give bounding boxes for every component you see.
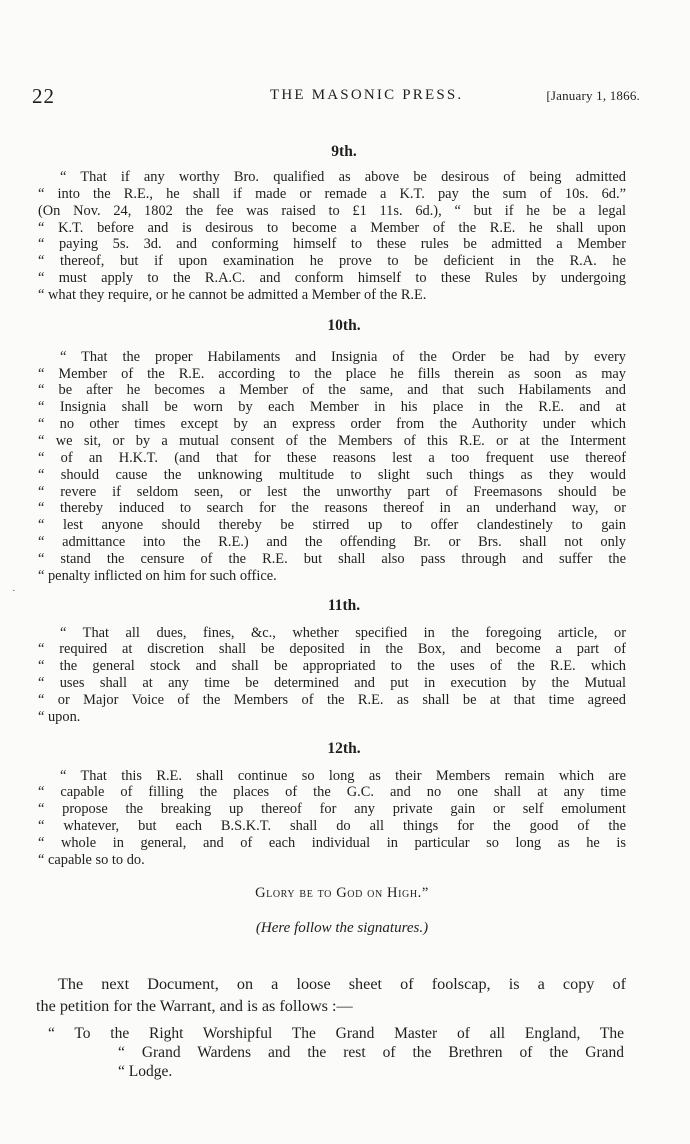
text-line: “ we sit, or by a mutual consent of the Members of this R.E. or at the Interment	[38, 432, 626, 449]
text-line: the petition for the Warrant, and is as follows :—	[36, 997, 353, 1016]
text-line: “ capable so to do.	[38, 851, 145, 868]
text-line: “ whole in general, and of each individual in particular so long as he is	[38, 835, 626, 851]
text-line: “ To the Right Worshipful The Grand Master of all England, The	[48, 1024, 624, 1042]
text-line: “ upon.	[38, 708, 81, 725]
text-line: “ no other times except by an express order from the Authority under which	[38, 416, 626, 433]
section-heading-9th: 9th.	[331, 143, 357, 160]
text-line: “ or Major Voice of the Members of the R.E. as shall be at that time agreed	[38, 691, 626, 708]
text-line: “ That if any worthy Bro. qualified as above be desirous of being admitted	[60, 169, 626, 185]
text-line: “ Lodge.	[118, 1062, 173, 1080]
text-line: “ propose the breaking up thereof for any private gain or self emolument	[38, 801, 626, 818]
narrative-paragraph	[36, 973, 626, 1018]
text-line: “ thereof, but if upon examination he prove to be deficient in the R.A. he	[38, 253, 626, 270]
text-line: “ Grand Wardens and the rest of the Brethren of the Grand	[118, 1043, 624, 1061]
text-line: “ That this R.E. shall continue so long as their Members remain which are	[60, 767, 626, 784]
section-heading-10th: 10th.	[327, 316, 361, 334]
text-line: “ K.T. before and is desirous to become a Member of the R.E. he shall upon	[38, 219, 626, 236]
text-line: “ thereby induced to search for the reasons thereof in an underhand way, or	[38, 500, 626, 517]
text-line: “ paying 5s. 3d. and conforming himself to these rules be admitted a Member	[38, 236, 626, 253]
closing-doxology: Glory be to God on High.”	[255, 884, 429, 901]
text-line: (On Nov. 24, 1802 the fee was raised to £1 11s. 6d.), “ but if he be a legal	[38, 202, 626, 219]
page-number: 22	[32, 84, 55, 108]
section-heading-11th: 11th.	[327, 596, 361, 614]
text-line: “ required at discretion shall be deposited in the Box, and become a part of	[38, 641, 626, 658]
text-line: “ uses shall at any time be determined and put in execution by the Mutual	[38, 675, 626, 692]
text-line: “ the general stock and shall be appropriated to the uses of the R.E. which	[38, 658, 626, 675]
text-line: “ penalty inflicted on him for such office.	[38, 567, 277, 584]
text-line: “ be after he becomes a Member of the same, and that such Habilaments and	[38, 382, 626, 399]
text-line: “ admittance into the R.E.) and the offending Br. or Brs. shall not only	[38, 534, 626, 551]
text-line: “ into the R.E., he shall if made or remade a K.T. pay the sum of 10s. 6d.”	[38, 185, 626, 202]
text-line: “ Member of the R.E. according to the place he fills therein as soon as may	[38, 365, 626, 382]
running-head	[32, 84, 640, 108]
text-line: “ should cause the unknowing multitude to slight such things as they would	[38, 466, 626, 483]
text-line: “ what they require, or he cannot be admitted a Member of the R.E.	[38, 286, 427, 303]
text-line: “ That all dues, fines, &c., whether specified in the foregoing article, or	[60, 624, 626, 641]
text-line: “ Insignia shall be worn by each Member in his place in the R.E. and at	[38, 399, 626, 416]
text-line: “ whatever, but each B.S.K.T. shall do all things for the good of the	[38, 818, 626, 835]
signatures-note: (Here follow the signatures.)	[255, 919, 429, 936]
section-11th-text	[38, 625, 626, 726]
section-heading-12th: 12th.	[327, 739, 361, 757]
text-line: “ lest anyone should thereby be stirred up to offer clandestinely to gain	[38, 517, 626, 534]
text-line: “ of an H.K.T. (and that for these reasons lest a too frequent use thereof	[38, 449, 626, 466]
section-10th-text	[38, 349, 626, 585]
text-line: The next Document, on a loose sheet of foolscap, is a copy of	[58, 974, 626, 993]
issue-date: [January 1, 1866.	[546, 88, 640, 103]
petition-address	[48, 1024, 624, 1081]
text-line: “ must apply to the R.A.C. and conform himself to these Rules by undergoing	[38, 270, 626, 287]
text-line: “ capable of filling the places of the G.C. and no one shall at any time	[38, 784, 626, 801]
section-9th-text	[38, 169, 626, 304]
text-line: “ That the proper Habilaments and Insignia of the Order be had by every	[60, 348, 626, 365]
text-line: “ stand the censure of the R.E. but shall also pass through and suffer the	[38, 550, 626, 567]
journal-title: THE MASONIC PRESS.	[270, 87, 464, 103]
article-body	[38, 141, 626, 1081]
section-12th-text	[38, 768, 626, 869]
text-line: “ revere if seldom seen, or lest the unworthy part of Freemasons should be	[38, 483, 626, 500]
margin-mark: ·	[12, 585, 16, 597]
